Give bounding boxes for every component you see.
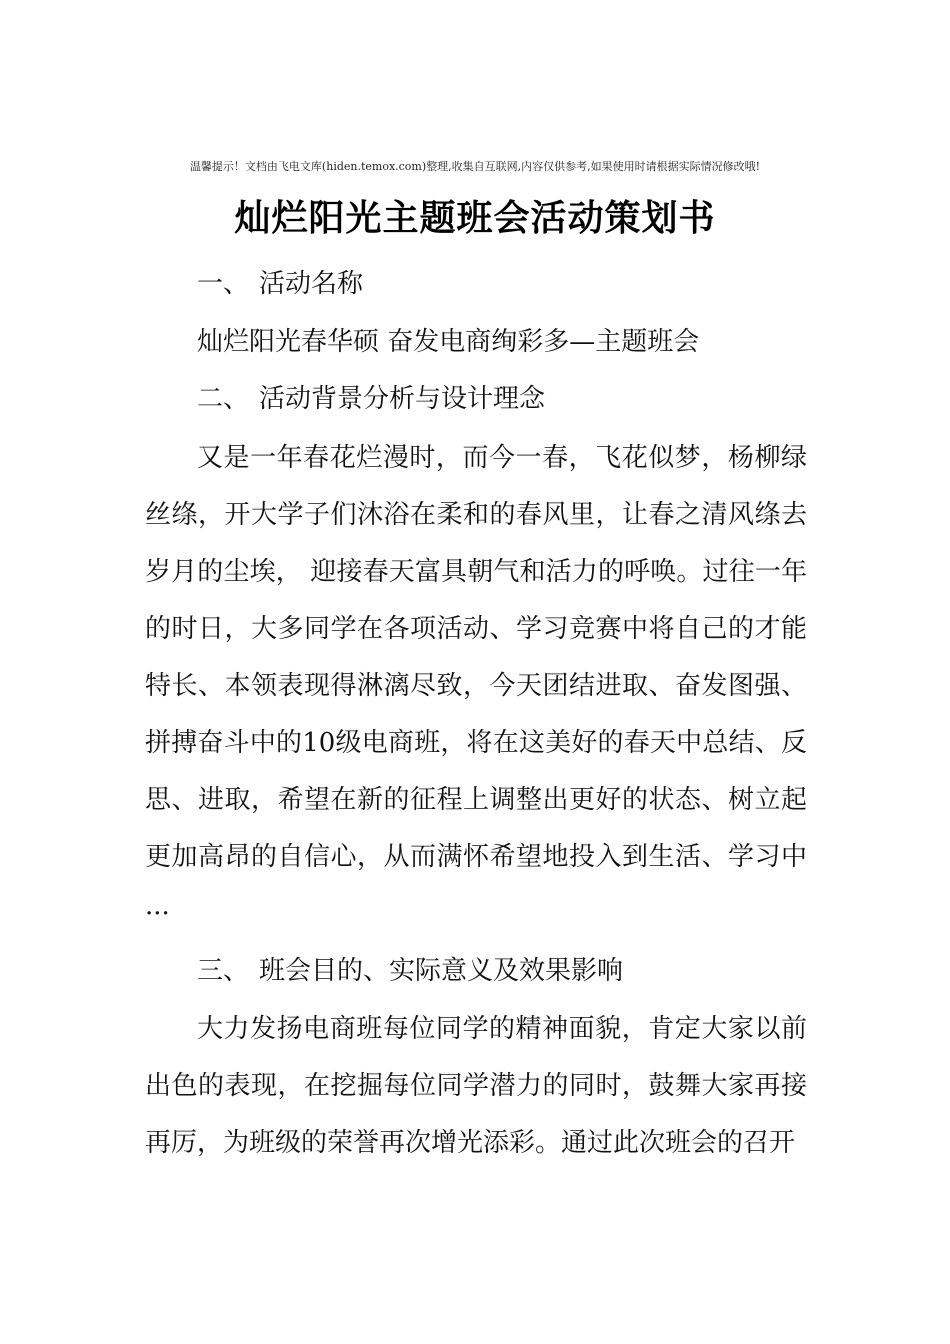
document-title: 灿烂阳光主题班会活动策划书: [234, 197, 716, 239]
section-number: 二、: [197, 384, 250, 414]
header-notice: 温馨提示！文档由飞电文库(hiden.temox.com)整理,收集自互联网,内容仅供参考,如果使用时请根据实际情况修改哦!: [189, 160, 761, 173]
section-heading-text: 活动名称: [259, 269, 364, 299]
section-content-1: 灿烂阳光春华硕 奋发电商绚彩多—主题班会: [197, 327, 700, 357]
section-number: 三、: [197, 956, 250, 986]
section-heading-text: 班会目的、实际意义及效果影响: [259, 956, 624, 986]
section-number: 一、: [197, 269, 250, 299]
section-heading-1: [197, 256, 363, 313]
section-paragraph-3: 大力发扬电商班每位同学的精神面貌，肯定大家以前出色的表现，在挖掘每位同学潜力的同时，鼓舞大家再接再厉，为班级的荣誉再次增光添彩。通过此次班会的召开: [145, 1014, 807, 1158]
section-paragraph-2: 又是一年春花烂漫时，而今一春，飞花似梦，杨柳绿丝绦，开大学子们沐浴在柔和的春风里，让春之清风绦去岁月的尘埃， 迎接春天富具朝气和活力的呼唤。过往一年的时日，大多同学在各项活动、学习竞赛中将自己的才能特长、本领表现得淋漓尽致，今天团结进取、奋发图强、拼搏奋斗中的10级电商班，将在这美好的春天中总结、反思、进取，希望在新的征程上调整出更好的状态、树立起更加高昂的自信心，从而满怀希望地投入到生活、学习中···: [145, 443, 807, 929]
section-heading-text: 活动背景分析与设计理念: [259, 384, 546, 414]
section-heading-3: [197, 943, 623, 1000]
section-heading-2: [197, 371, 545, 428]
